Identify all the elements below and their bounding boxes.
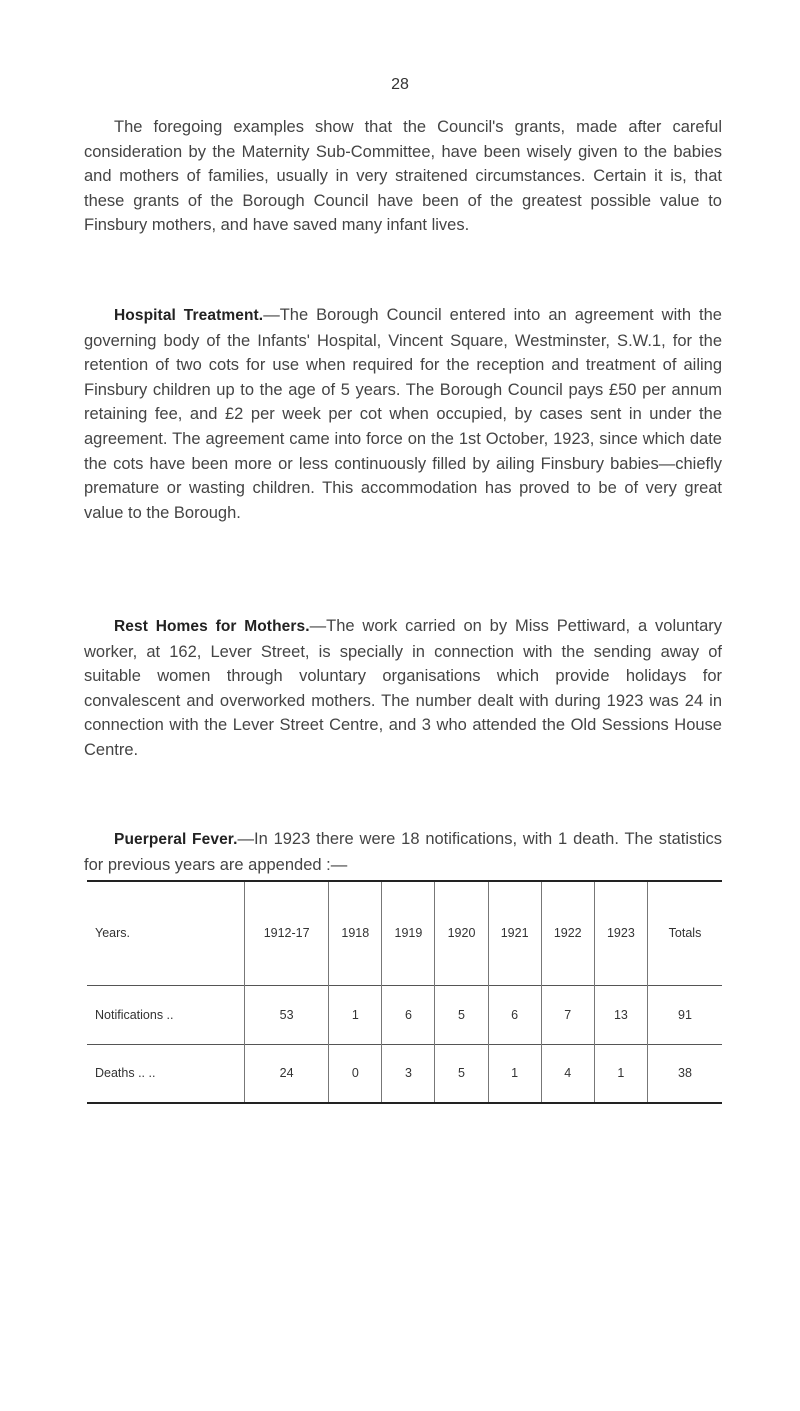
table-cell-total: 91 — [648, 985, 723, 1044]
table-row-label: Notifications .. — [95, 1007, 174, 1022]
section-heading-rest-homes: Rest Homes for Mothers. — [114, 618, 310, 635]
table-header-cell: 1922 — [541, 881, 594, 985]
paragraph-intro-text: The foregoing examples show that the Council's grants, made after careful consideration by the Maternity Sub-Committee, have been wisely given to the babies and mothers of families, usually in very straitened circumstances. Certain it is, that these grants of the Borough Council have been of the greatest possible value to Finsbury mothers, and have saved many infant lives. — [84, 118, 722, 235]
table-header-cell: 1918 — [329, 881, 382, 985]
table-cell: 1 — [594, 1044, 647, 1103]
table-cell: 13 — [594, 985, 647, 1044]
paragraph-hospital-treatment — [84, 303, 722, 525]
paragraph-intro — [84, 115, 722, 238]
table-cell: 1 — [329, 985, 382, 1044]
table-header-cell: Years. — [95, 926, 130, 941]
puerperal-fever-statistics-table — [87, 880, 722, 1104]
table-cell: 4 — [541, 1044, 594, 1103]
section-heading-puerperal-fever: Puerperal Fever. — [114, 831, 238, 848]
table-cell: 6 — [488, 985, 541, 1044]
table-row-deaths — [87, 1044, 722, 1103]
table-cell: 5 — [435, 1044, 488, 1103]
table-header-cell: 1923 — [594, 881, 647, 985]
paragraph-rest-homes — [84, 614, 722, 763]
table-header-cell: 1919 — [382, 881, 435, 985]
table-cell: 6 — [382, 985, 435, 1044]
table-cell-total: 38 — [648, 1044, 723, 1103]
table-cell: 3 — [382, 1044, 435, 1103]
paragraph-fever-text: —In 1923 there were 18 notifications, with 1 death. The statistics for previous years are appended :— — [84, 830, 722, 874]
table-header-cell: 1920 — [435, 881, 488, 985]
table-cell: 7 — [541, 985, 594, 1044]
table-cell: 53 — [245, 985, 329, 1044]
table-cell: 24 — [245, 1044, 329, 1103]
paragraph-puerperal-fever — [84, 827, 722, 877]
table-cell: 5 — [435, 985, 488, 1044]
table-cell: 0 — [329, 1044, 382, 1103]
statistics-table-container — [87, 880, 722, 1104]
paragraph-rest-text: —The work carried on by Miss Pettiward, a voluntary worker, at 162, Lever Street, is specially in connection with the sending away of suitable women through voluntary organisations which provide holidays for convalescent and overworked mothers. The number dealt with during 1923 was 24 in connection with the Lever Street Centre, and 3 who attended the Old Sessions House Centre. — [84, 617, 723, 759]
page-number: 28 — [391, 76, 409, 93]
table-header-cell: 1921 — [488, 881, 541, 985]
section-heading-hospital-treatment: Hospital Treatment. — [114, 307, 264, 324]
table-header-row — [87, 881, 722, 985]
table-header-cell: 1912-17 — [245, 881, 329, 985]
paragraph-hospital-text: —The Borough Council entered into an agreement with the governing body of the Infants' Hospital, Vincent Square, Westminster, S.W.1, for the retention of two cots for use when required for the reception and treatment of ailing Finsbury children up to the age of 5 years. The Borough Council pays £50 per annum retaining fee, and £2 per week per cot when occupied, by cases sent in under the agreement. The agreement came into force on the 1st October, 1923, since which date the cots have been more or less continuously filled by ailing Finsbury babies—chiefly premature or wasting children. This accommodation has proved to be of very great value to the Borough. — [84, 306, 722, 522]
table-header-cell: Totals — [648, 881, 723, 985]
table-row-notifications — [87, 985, 722, 1044]
table-cell: 1 — [488, 1044, 541, 1103]
table-row-label: Deaths .. .. — [95, 1066, 156, 1081]
